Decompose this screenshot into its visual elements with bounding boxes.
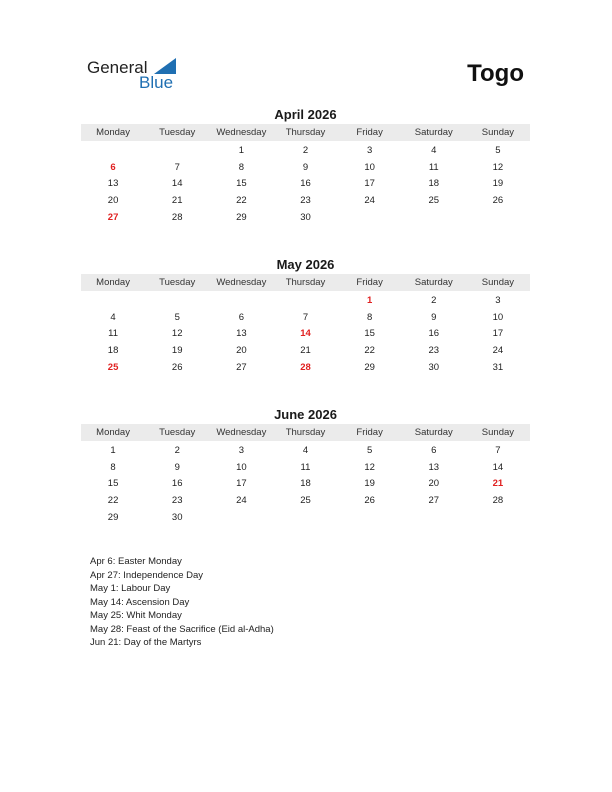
holiday-day-cell: 28 — [300, 361, 311, 373]
week-row — [81, 359, 530, 376]
month-april — [81, 106, 530, 225]
holiday-day-cell: 1 — [366, 294, 373, 306]
week-row — [81, 492, 530, 509]
day-cell: 1 — [110, 444, 116, 456]
day-cell: 4 — [110, 311, 116, 323]
holiday-day-cell: 25 — [107, 361, 119, 373]
day-cell: 15 — [364, 328, 375, 340]
weekday-label: Saturday — [414, 277, 453, 288]
month-title: June 2026 — [274, 407, 337, 422]
weekday-label: Thursday — [285, 427, 326, 438]
day-cell: 24 — [492, 344, 504, 356]
weekday-header-row — [81, 274, 530, 291]
day-cell: 6 — [238, 311, 244, 323]
day-cell: 22 — [107, 494, 119, 506]
day-cell: 10 — [364, 161, 375, 173]
day-cell: 10 — [236, 461, 247, 473]
weekday-label: Monday — [96, 277, 130, 288]
day-cell: 21 — [300, 344, 311, 356]
logo-text-general: General — [87, 58, 148, 77]
month-title: April 2026 — [274, 107, 337, 122]
day-cell: 7 — [302, 311, 309, 323]
day-cell: 9 — [174, 461, 180, 473]
day-cell: 9 — [431, 311, 437, 323]
generalblue-logo — [87, 56, 187, 92]
holiday-entry: Jun 21: Day of the Martyrs — [90, 637, 202, 648]
weekday-label: Friday — [356, 427, 383, 438]
day-cell: 5 — [366, 444, 373, 456]
holiday-entry: May 1: Labour Day — [90, 583, 171, 594]
day-cell: 28 — [492, 494, 504, 506]
week-row — [81, 509, 530, 526]
week-row — [81, 142, 530, 159]
country-title: Togo — [467, 60, 524, 87]
week-row — [81, 175, 530, 192]
month-may — [81, 256, 530, 375]
day-cell: 23 — [428, 344, 440, 356]
day-cell: 12 — [492, 161, 504, 173]
day-cell: 31 — [492, 361, 504, 373]
day-cell: 3 — [366, 144, 373, 156]
day-cell: 12 — [171, 328, 183, 340]
holiday-entry: May 14: Ascension Day — [90, 596, 190, 608]
week-row — [81, 159, 530, 176]
day-cell: 27 — [236, 361, 247, 373]
day-cell: 13 — [236, 328, 247, 340]
holiday-day-cell: 6 — [110, 161, 116, 173]
day-cell: 29 — [107, 511, 119, 523]
day-cell: 24 — [364, 194, 375, 206]
day-cell: 26 — [492, 194, 504, 206]
day-cell: 18 — [107, 344, 119, 356]
day-cell: 16 — [428, 328, 440, 340]
weekday-label: Monday — [96, 127, 130, 138]
holiday-entry: Apr 27: Independence Day — [90, 569, 204, 581]
weekday-label: Sunday — [481, 127, 515, 138]
day-cell: 2 — [302, 144, 309, 156]
day-cell: 24 — [236, 494, 247, 506]
day-cell: 30 — [428, 361, 440, 373]
weekday-label: Friday — [356, 127, 383, 138]
weekday-label: Tuesday — [159, 127, 196, 138]
day-cell: 30 — [171, 511, 183, 523]
day-cell: 11 — [108, 328, 118, 340]
day-cell: 19 — [492, 178, 504, 190]
day-cell: 4 — [302, 444, 309, 456]
month-june — [81, 406, 530, 525]
weekday-label: Tuesday — [159, 277, 196, 288]
week-row — [81, 209, 530, 226]
weekday-label: Tuesday — [159, 427, 196, 438]
weekday-label: Sunday — [481, 277, 515, 288]
day-cell: 15 — [236, 178, 247, 190]
week-row — [81, 459, 530, 476]
weekday-label: Saturday — [414, 427, 453, 438]
day-cell: 30 — [300, 211, 311, 223]
day-cell: 13 — [428, 461, 440, 473]
weekday-label: Wednesday — [216, 427, 267, 438]
holiday-entry: Apr 6: Easter Monday — [90, 556, 182, 567]
day-cell: 3 — [495, 294, 501, 306]
day-cell: 10 — [492, 311, 504, 323]
weekday-label: Monday — [96, 427, 130, 438]
week-row — [81, 475, 530, 492]
week-row — [81, 192, 530, 209]
day-cell: 25 — [428, 194, 440, 206]
weekday-label: Wednesday — [216, 127, 267, 138]
day-cell: 12 — [364, 461, 375, 473]
day-cell: 17 — [492, 328, 504, 340]
day-cell: 5 — [174, 311, 180, 323]
day-cell: 6 — [431, 444, 437, 456]
weekday-label: Thursday — [285, 277, 326, 288]
holiday-day-cell: 21 — [492, 478, 504, 490]
week-row — [81, 342, 530, 359]
day-cell: 16 — [300, 178, 311, 190]
day-cell: 16 — [171, 478, 183, 490]
month-title: May 2026 — [276, 257, 335, 272]
day-cell: 26 — [364, 494, 375, 506]
day-cell: 11 — [300, 461, 311, 473]
day-cell: 11 — [428, 161, 439, 173]
weekday-header-row — [81, 424, 530, 441]
weekday-label: Wednesday — [216, 277, 267, 288]
holiday-entry: May 25: Whit Monday — [90, 610, 182, 621]
day-cell: 27 — [428, 494, 440, 506]
day-cell: 23 — [300, 194, 311, 206]
day-cell: 18 — [300, 478, 311, 490]
weekday-label: Saturday — [414, 127, 453, 138]
week-row — [81, 309, 530, 326]
holiday-list — [90, 555, 274, 650]
weekday-label: Sunday — [481, 427, 515, 438]
day-cell: 20 — [107, 194, 119, 206]
day-cell: 9 — [302, 161, 309, 173]
day-cell: 15 — [107, 478, 119, 490]
day-cell: 23 — [171, 494, 183, 506]
logo-text-blue: Blue — [139, 73, 174, 92]
day-cell: 8 — [366, 311, 373, 323]
holiday-day-cell: 27 — [107, 211, 119, 223]
day-cell: 19 — [171, 344, 183, 356]
day-cell: 20 — [428, 478, 440, 490]
week-row — [81, 442, 530, 459]
day-cell: 8 — [238, 161, 244, 173]
day-cell: 22 — [236, 194, 247, 206]
day-cell: 8 — [110, 461, 116, 473]
day-cell: 18 — [428, 178, 440, 190]
day-cell: 28 — [171, 211, 183, 223]
day-cell: 14 — [492, 461, 504, 473]
day-cell: 5 — [495, 144, 501, 156]
holiday-day-cell: 14 — [300, 328, 311, 340]
day-cell: 3 — [238, 444, 244, 456]
day-cell: 20 — [236, 344, 247, 356]
day-cell: 7 — [174, 161, 180, 173]
day-cell: 7 — [495, 444, 501, 456]
day-cell: 29 — [236, 211, 247, 223]
day-cell: 29 — [364, 361, 375, 373]
day-cell: 2 — [174, 444, 180, 456]
day-cell: 14 — [171, 178, 183, 190]
day-cell: 17 — [236, 478, 247, 490]
day-cell: 22 — [364, 344, 375, 356]
day-cell: 1 — [238, 144, 244, 156]
logo-triangle-icon — [154, 58, 176, 74]
day-cell: 25 — [300, 494, 311, 506]
weekday-label: Friday — [356, 277, 383, 288]
weekday-header-row — [81, 124, 530, 141]
day-cell: 2 — [431, 294, 437, 306]
day-cell: 21 — [171, 194, 183, 206]
day-cell: 13 — [107, 178, 119, 190]
week-row — [81, 325, 530, 342]
holiday-entry: May 28: Feast of the Sacrifice (Eid al-Adha) — [90, 623, 274, 635]
day-cell: 4 — [431, 144, 437, 156]
day-cell: 17 — [364, 178, 375, 190]
week-row — [81, 292, 530, 309]
day-cell: 26 — [171, 361, 183, 373]
weekday-label: Thursday — [285, 127, 326, 138]
day-cell: 19 — [364, 478, 375, 490]
